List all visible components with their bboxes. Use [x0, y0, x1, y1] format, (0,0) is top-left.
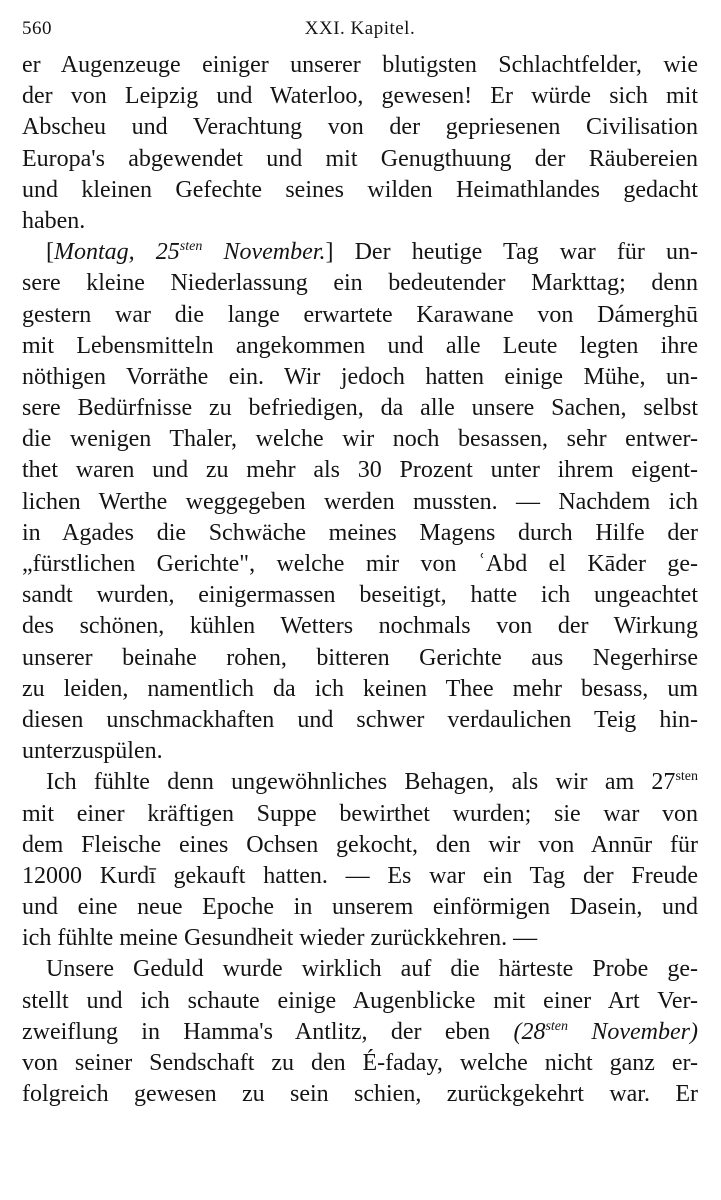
- line-text: zweiflung in Hamma's Antlitz, der eben: [22, 1018, 514, 1045]
- body-text: [22, 50, 698, 1110]
- text-line: und kleinen Gefechte seines wilden Heimathlandes gedacht: [22, 176, 698, 203]
- text-line: des schönen, kühlen Wetters nochmals von der Wirkung: [22, 613, 698, 640]
- date-bracket-open: [: [46, 239, 54, 266]
- text-line-date: [22, 767, 698, 798]
- paragraph-3: [22, 767, 698, 954]
- text-line: thet waren und zu mehr als 30 Prozent unter ihrem eigent-: [22, 457, 698, 484]
- text-line: in Agades die Schwäche meines Magens durch Hilfe der: [22, 519, 698, 546]
- text-line: dem Fleische eines Ochsen gekocht, den wir von Annūr für: [22, 831, 698, 858]
- running-head: [22, 18, 698, 50]
- text-line: sere kleine Niederlassung ein bedeutender Markttag; denn: [22, 270, 698, 297]
- text-line: gestern war die lange erwartete Karawane von Dámerghū: [22, 301, 698, 328]
- text-line-date: [22, 1017, 698, 1048]
- paragraph-2: [22, 237, 698, 767]
- text-line: Unsere Geduld wurde wirklich auf die härteste Probe ge-: [46, 956, 698, 983]
- text-line: unterzuspülen.: [22, 738, 163, 765]
- paragraph-4: [22, 954, 698, 1110]
- text-line: folgreich gewesen zu sein schien, zurückgekehrt war. Er: [22, 1081, 698, 1108]
- book-page: [22, 18, 698, 1110]
- text-line: die wenigen Thaler, welche wir noch besassen, sehr entwer-: [22, 426, 698, 453]
- date-superscript: sten: [545, 1018, 569, 1034]
- page-number: 560: [22, 18, 52, 39]
- date-month: November): [568, 1018, 698, 1045]
- text-line: nöthigen Vorräthe ein. Wir jedoch hatten einige Mühe, un-: [22, 363, 698, 390]
- text-line: von seiner Sendschaft zu den É-faday, welche nicht ganz er-: [22, 1050, 698, 1076]
- date-month: November.: [202, 239, 326, 266]
- text-line: haben.: [22, 207, 86, 234]
- date-day: 28: [521, 1018, 546, 1045]
- date-superscript: sten: [179, 239, 203, 255]
- date-superscript: sten: [675, 769, 698, 785]
- text-line: 12000 Kurdī gekauft hatten. — Es war ein Tag der Freude: [22, 862, 698, 889]
- text-line: zu leiden, namentlich da ich keinen Thee mehr besass, um: [22, 675, 698, 702]
- date-paren-open: (: [513, 1018, 522, 1045]
- text-line-date: [22, 237, 698, 268]
- text-line: mit Lebensmitteln angekommen und alle Leute legten ihre: [22, 332, 698, 359]
- text-line: diesen unschmackhaften und schwer verdaulichen Teig hin-: [22, 706, 698, 733]
- date-bracket-close: ]: [325, 239, 334, 266]
- date-day: Montag, 25: [54, 239, 180, 266]
- text-line: er Augenzeuge einiger unserer blutigsten Schlachtfelder, wie: [22, 52, 698, 78]
- text-line: der von Leipzig und Waterloo, gewesen! Er würde sich mit: [22, 83, 698, 110]
- text-line: unserer beinahe rohen, bitteren Gerichte aus Negerhirse: [22, 644, 698, 671]
- text-line: sandt wurden, einigermassen beseitigt, hatte ich ungeachtet: [22, 582, 698, 609]
- text-line: und eine neue Epoche in unserem einförmigen Dasein, und: [22, 894, 698, 921]
- text-line: mit einer kräftigen Suppe bewirthet wurden; sie war von: [22, 800, 698, 827]
- text-line: lichen Werthe weggegeben werden mussten. — Nachdem ich: [22, 488, 698, 515]
- text-line: stellt und ich schaute einige Augenblicke mit einer Art Ver-: [22, 987, 698, 1014]
- text-line: Abscheu und Verachtung von der gepriesenen Civilisation: [22, 114, 698, 141]
- line-text: Der heutige Tag war für un-: [333, 239, 698, 266]
- line-text: Ich fühlte denn ungewöhnliches Behagen, als wir am 27: [46, 769, 676, 796]
- text-line: sere Bedürfnisse zu befriedigen, da alle unsere Sachen, selbst: [22, 395, 698, 422]
- chapter-title: XXI. Kapitel.: [304, 18, 416, 39]
- text-line: ich fühlte meine Gesundheit wieder zurückkehren. —: [22, 925, 538, 952]
- paragraph-1: [22, 50, 698, 237]
- text-line: Europa's abgewendet und mit Genugthuung der Räubereien: [22, 145, 698, 172]
- text-line: „fürstlichen Gerichte", welche mir von ʿAbd el Kāder ge-: [22, 551, 698, 577]
